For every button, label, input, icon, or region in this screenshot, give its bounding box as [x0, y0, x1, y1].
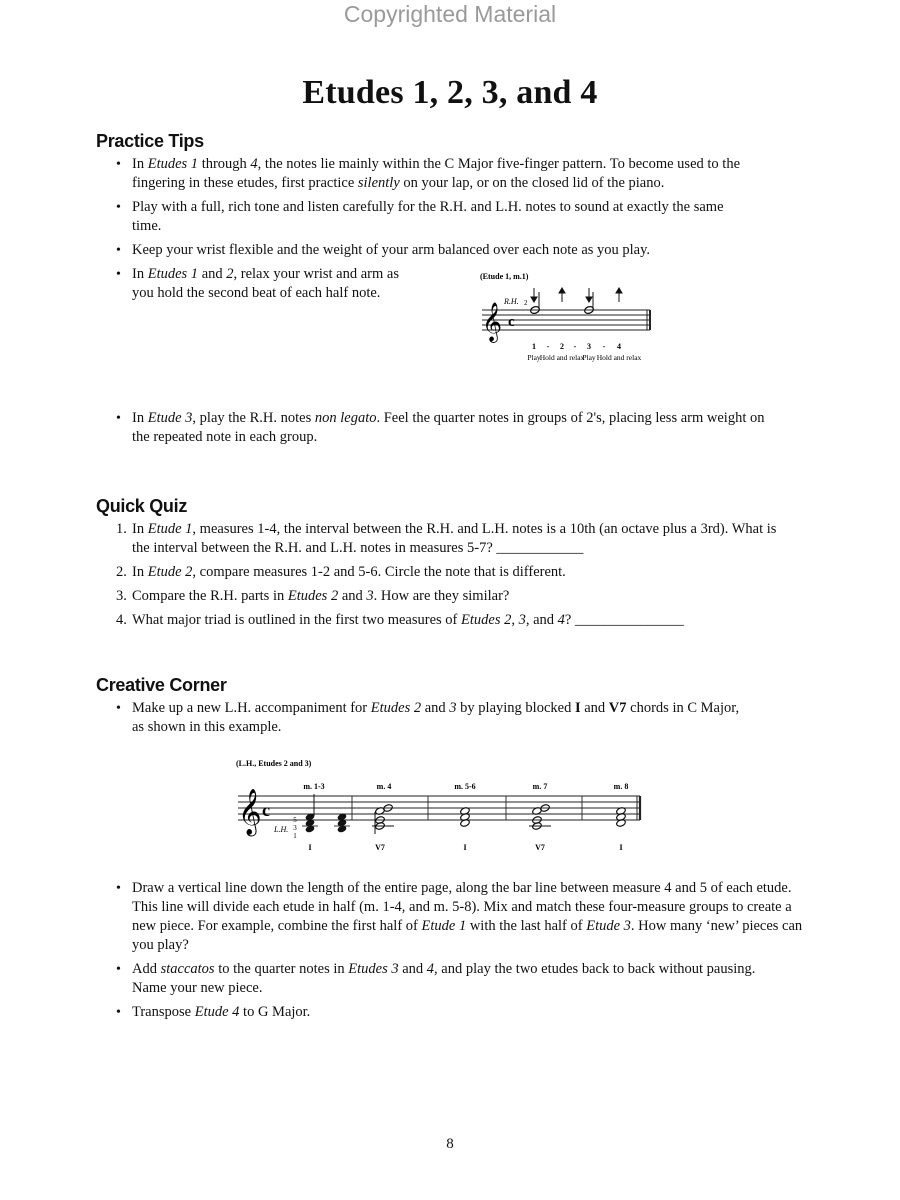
measure-label: m. 8 [613, 782, 629, 791]
practice-tips-heading: Practice Tips [96, 131, 204, 151]
staff [238, 796, 640, 820]
page-title: Etudes 1, 2, 3, and 4 [302, 74, 598, 111]
chord-symbol: I [619, 843, 623, 852]
count-separator: - [602, 342, 606, 351]
chord-symbol: V7 [535, 843, 545, 852]
chord-i-icon [616, 807, 627, 828]
measure-label: m. 7 [532, 782, 548, 791]
count-2: 2 [560, 342, 564, 351]
creative-item-1: • Make up a new L.H. accompaniment for Etudes 2 and 3 by playing blocked I and V7 chords in C Major, as shown in this example. [116, 699, 752, 737]
finger-number: 5 [293, 816, 297, 824]
creative-item-4: • Transpose Etude 4 to G Major. [116, 1003, 796, 1022]
action-hold-relax: Hold and relax [539, 353, 585, 362]
count-1: 1 [532, 342, 536, 351]
count-3: 3 [587, 342, 591, 351]
tip-3: • Keep your wrist flexible and the weight of your arm balanced over each note as you play. [116, 241, 796, 260]
quiz-question-3: 3. Compare the R.H. parts in Etudes 2 and 3. How are they similar? [116, 588, 510, 604]
finger-number: 1 [293, 832, 297, 840]
measure-label: m. 5-6 [454, 782, 476, 791]
finger-number: 3 [293, 824, 297, 832]
lh-chord-example [232, 756, 652, 861]
quiz-question-4: 4. What major triad is outlined in the first two measures of Etudes 2, 3, and 4? _______________ [116, 612, 684, 628]
action-play: Play [582, 353, 596, 362]
chord-i-icon [460, 807, 471, 828]
creative-item-3: • Add staccatos to the quarter notes in Etudes 3 and 4, and play the two etudes back to back without pausing. Name your new piece. [116, 960, 782, 998]
tip-1: • In Etudes 1 through 4, the notes lie mainly within the C Major five-finger pattern. To become used to the fingering in these etudes, first practice silently on your lap, or on the closed lid of the piano. [116, 155, 796, 193]
chord-symbol: V7 [375, 843, 385, 852]
measure-label: m. 4 [376, 782, 392, 791]
creative-corner-heading: Creative Corner [96, 675, 227, 695]
practice-tips-list [116, 155, 796, 308]
example-hand: L.H. [274, 825, 289, 834]
page-number: 8 [446, 1136, 454, 1152]
example-finger: 2 [524, 299, 528, 307]
count-4: 4 [617, 342, 621, 351]
chord-symbol: I [463, 843, 467, 852]
example-caption: (L.H., Etudes 2 and 3) [236, 759, 312, 768]
tip-2: • Play with a full, rich tone and listen carefully for the R.H. and L.H. notes to sound at exactly the same time. [116, 198, 732, 236]
quick-quiz-heading: Quick Quiz [96, 496, 188, 516]
common-time-icon: c [262, 800, 270, 820]
quiz-question-2: 2. In Etude 2, compare measures 1-2 and 5-6. Circle the note that is different. [116, 564, 566, 580]
action-play: Play [527, 353, 541, 362]
count-separator: - [546, 342, 550, 351]
example-caption: (Etude 1, m.1) [480, 272, 529, 281]
half-note-icon [530, 292, 541, 315]
count-separator: - [573, 342, 577, 351]
creative-item-2: • Draw a vertical line down the length of the entire page, along the bar line between measure 4 and 5 of each etude. This line will divide each etude in half (m. 1-4, and m. 5-8). Mix and match these four-measure groups to create a new piece. For example, combine the first half of Etude 1 with the last half of Etude 3. How many ‘new’ pieces can you play? [116, 879, 812, 955]
example-hand: R.H. [504, 297, 519, 306]
creative-corner-list-continued [116, 879, 803, 1027]
quiz-question-1: 1. In Etude 1, measures 1-4, the interval between the R.H. and L.H. notes is a 10th (an octave plus a 3rd). What is the interval between the R.H. and L.H. notes in measures 5-7? ____________ [116, 521, 777, 556]
etude1-rhythm-example [474, 270, 664, 393]
practice-tips-list-continued [116, 409, 796, 452]
copyright-watermark: Copyrighted Material [343, 1, 557, 27]
treble-clef-icon: 𝄞 [238, 789, 262, 834]
quick-quiz-list [116, 520, 796, 635]
chord-i-icon [334, 813, 350, 834]
creative-corner-list [116, 699, 796, 742]
chord-symbol: I [308, 843, 312, 852]
common-time-icon: c [508, 314, 515, 330]
tip-4: • In Etudes 1 and 2, relax your wrist and arm as you hold the second beat of each half note. [116, 265, 422, 303]
action-hold-relax: Hold and relax [596, 353, 642, 362]
treble-clef-icon: 𝄞 [482, 304, 503, 341]
measure-label: m. 1-3 [303, 782, 325, 791]
tip-5: • In Etude 3, play the R.H. notes non legato. Feel the quarter notes in groups of 2's, placing less arm weight on the repeated note in each group. [116, 409, 782, 447]
